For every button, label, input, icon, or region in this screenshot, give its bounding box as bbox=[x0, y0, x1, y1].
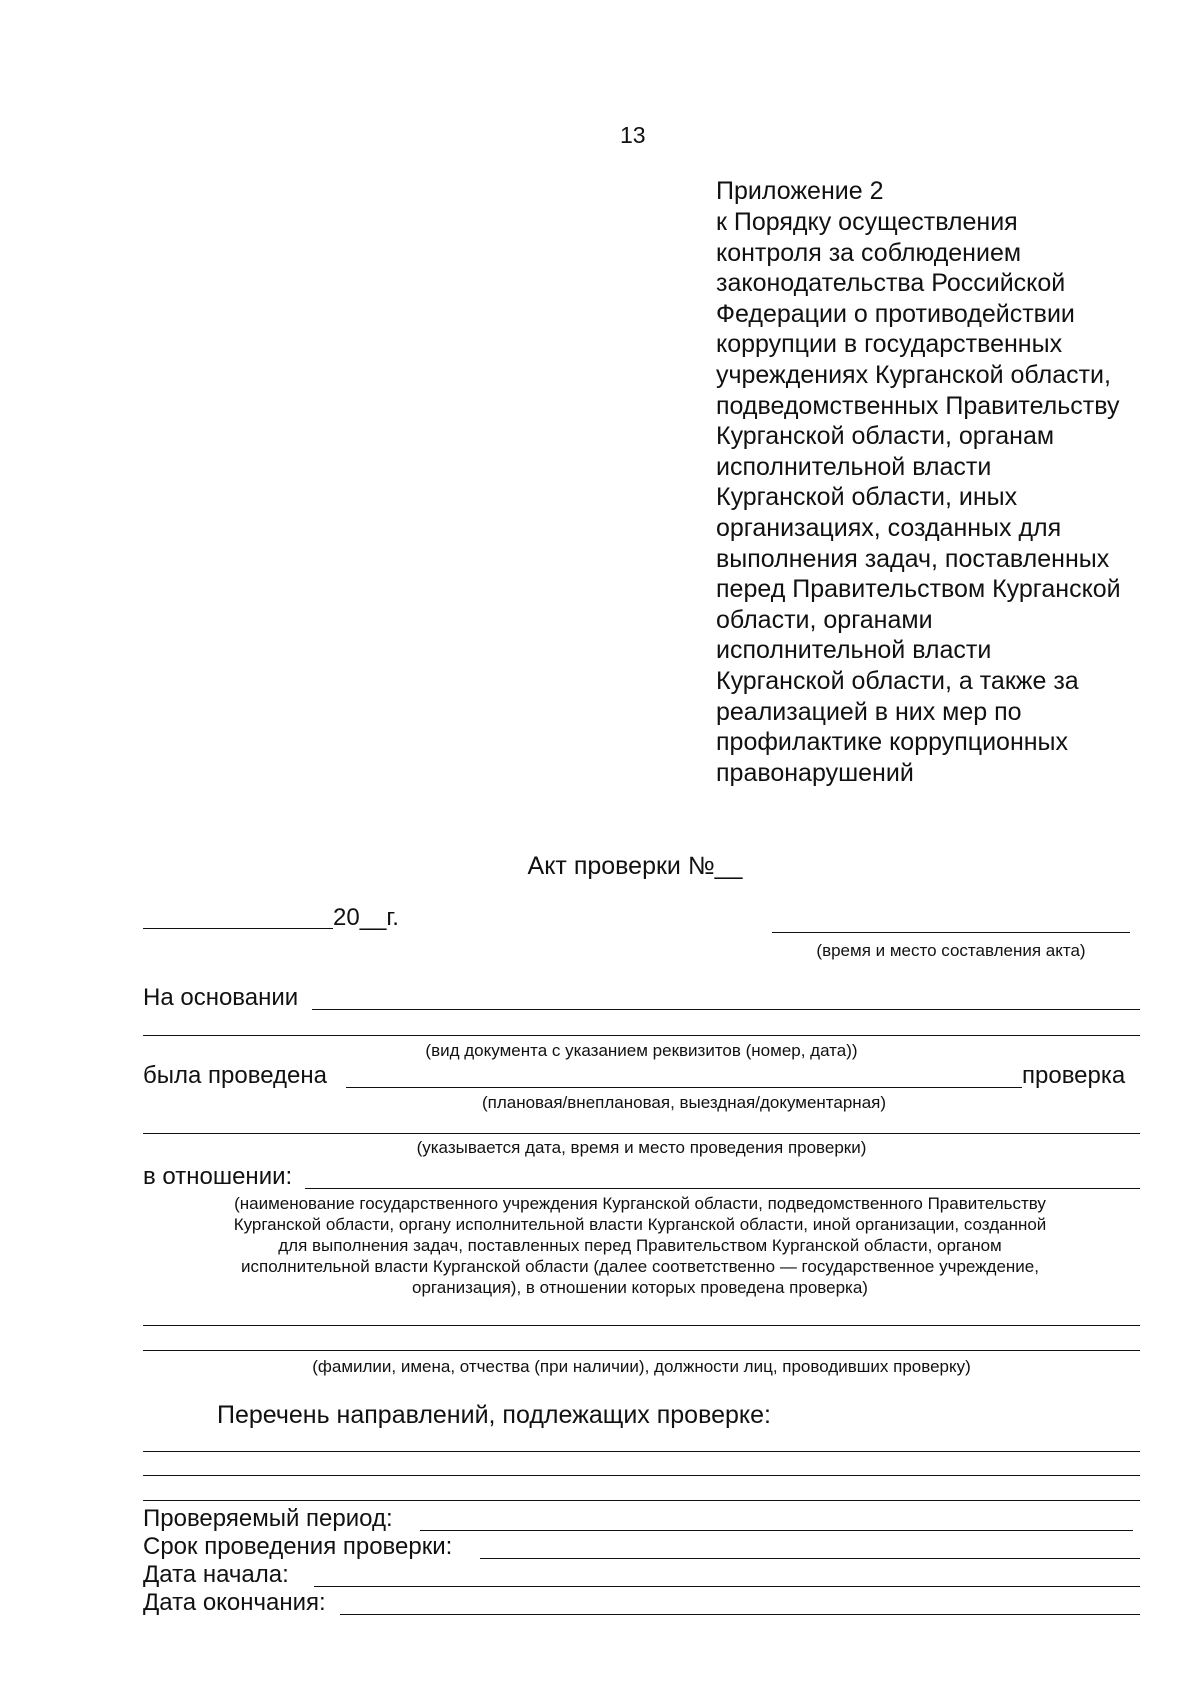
directions-label: Перечень направлений, подлежащих проверке: bbox=[217, 1401, 771, 1429]
inspectors-blank-line-2 bbox=[143, 1350, 1140, 1351]
datetime-blank-line bbox=[143, 1133, 1140, 1134]
basis-label: На основании bbox=[143, 984, 299, 1011]
directions-line-3 bbox=[143, 1500, 1140, 1501]
document-hint: (вид документа с указанием реквизитов (номер, дата)) bbox=[425, 1041, 858, 1060]
appendix-line: Курганской области, органам bbox=[716, 422, 1055, 451]
date-blank-line bbox=[143, 928, 333, 929]
appendix-line: выполнения задач, поставленных bbox=[716, 544, 1110, 573]
inspectors-hint: (фамилии, имена, отчества (при наличии), должности лиц, проводивших проверку) bbox=[312, 1357, 971, 1376]
inspection-word: проверка bbox=[1022, 1062, 1126, 1089]
conducted-label: была проведена bbox=[143, 1062, 327, 1089]
end-label: Дата окончания: bbox=[143, 1589, 326, 1616]
appendix-line: Курганской области, а также за bbox=[716, 666, 1079, 695]
appendix-line: Федерации о противодействии bbox=[716, 299, 1075, 328]
directions-line-2 bbox=[143, 1475, 1140, 1476]
appendix-line: учреждениях Курганской области, bbox=[716, 360, 1111, 389]
time-place-blank-line bbox=[772, 932, 1130, 933]
type-hint: (плановая/внеплановая, выездная/документарная) bbox=[481, 1093, 887, 1112]
basis-blank-line bbox=[312, 1009, 1140, 1010]
appendix-line: коррупции в государственных bbox=[716, 330, 1063, 359]
appendix-line: исполнительной власти bbox=[716, 452, 992, 481]
directions-line-1 bbox=[143, 1451, 1140, 1452]
appendix-title: Приложение 2 bbox=[716, 177, 884, 205]
duration-blank-line bbox=[480, 1558, 1140, 1559]
time-place-hint: (время и место составления акта) bbox=[816, 941, 1086, 960]
organization-hint-line: исполнительной власти Курганской области (далее соответственно — государственное учреждение, bbox=[241, 1257, 1039, 1276]
act-title: Акт проверки №__ bbox=[527, 852, 743, 880]
appendix-line: правонарушений bbox=[716, 758, 914, 787]
basis-second-line bbox=[143, 1035, 1140, 1036]
start-label: Дата начала: bbox=[143, 1561, 289, 1588]
period-blank-line bbox=[420, 1530, 1133, 1531]
appendix-line: подведомственных Правительству bbox=[716, 391, 1120, 420]
regarding-blank-line bbox=[305, 1188, 1140, 1189]
organization-hint-line: (наименование государственного учреждения Курганской области, подведомственного Правительству bbox=[234, 1194, 1046, 1213]
organization-hint-line: для выполнения задач, поставленных перед Правительством Курганской области, органом bbox=[278, 1236, 1002, 1255]
regarding-label: в отношении: bbox=[143, 1163, 293, 1190]
organization-hint-line: Курганской области, органу исполнительной власти Курганской области, иной организации, созданной bbox=[233, 1215, 1047, 1234]
conducted-blank-line bbox=[346, 1087, 1022, 1088]
organization-hint bbox=[150, 1193, 1130, 1298]
appendix-line: области, органами bbox=[716, 605, 933, 634]
end-blank-line bbox=[340, 1614, 1140, 1615]
appendix-line: организациях, созданных для bbox=[716, 513, 1062, 542]
appendix-line: реализацией в них мер по bbox=[716, 697, 1022, 726]
appendix-line: Курганской области, иных bbox=[716, 483, 1018, 512]
start-blank-line bbox=[314, 1586, 1140, 1587]
inspectors-blank-line-1 bbox=[143, 1325, 1140, 1326]
appendix-line: исполнительной власти bbox=[716, 636, 992, 665]
page-number: 13 bbox=[620, 122, 646, 148]
appendix-line: контроля за соблюдением bbox=[716, 238, 1022, 267]
organization-hint-line: организация), в отношении которых проведена проверка) bbox=[412, 1278, 868, 1297]
datetime-hint: (указывается дата, время и место проведения проверки) bbox=[416, 1138, 867, 1157]
period-label: Проверяемый период: bbox=[143, 1505, 393, 1532]
appendix-line: законодательства Российской bbox=[716, 269, 1066, 298]
appendix-line: профилактике коррупционных bbox=[716, 728, 1069, 757]
duration-label: Срок проведения проверки: bbox=[143, 1533, 453, 1560]
appendix-line: перед Правительством Курганской bbox=[716, 575, 1121, 604]
date-year-text: 20__г. bbox=[333, 904, 399, 931]
appendix-block bbox=[716, 176, 1176, 788]
appendix-line: к Порядку осуществления bbox=[716, 208, 1018, 236]
